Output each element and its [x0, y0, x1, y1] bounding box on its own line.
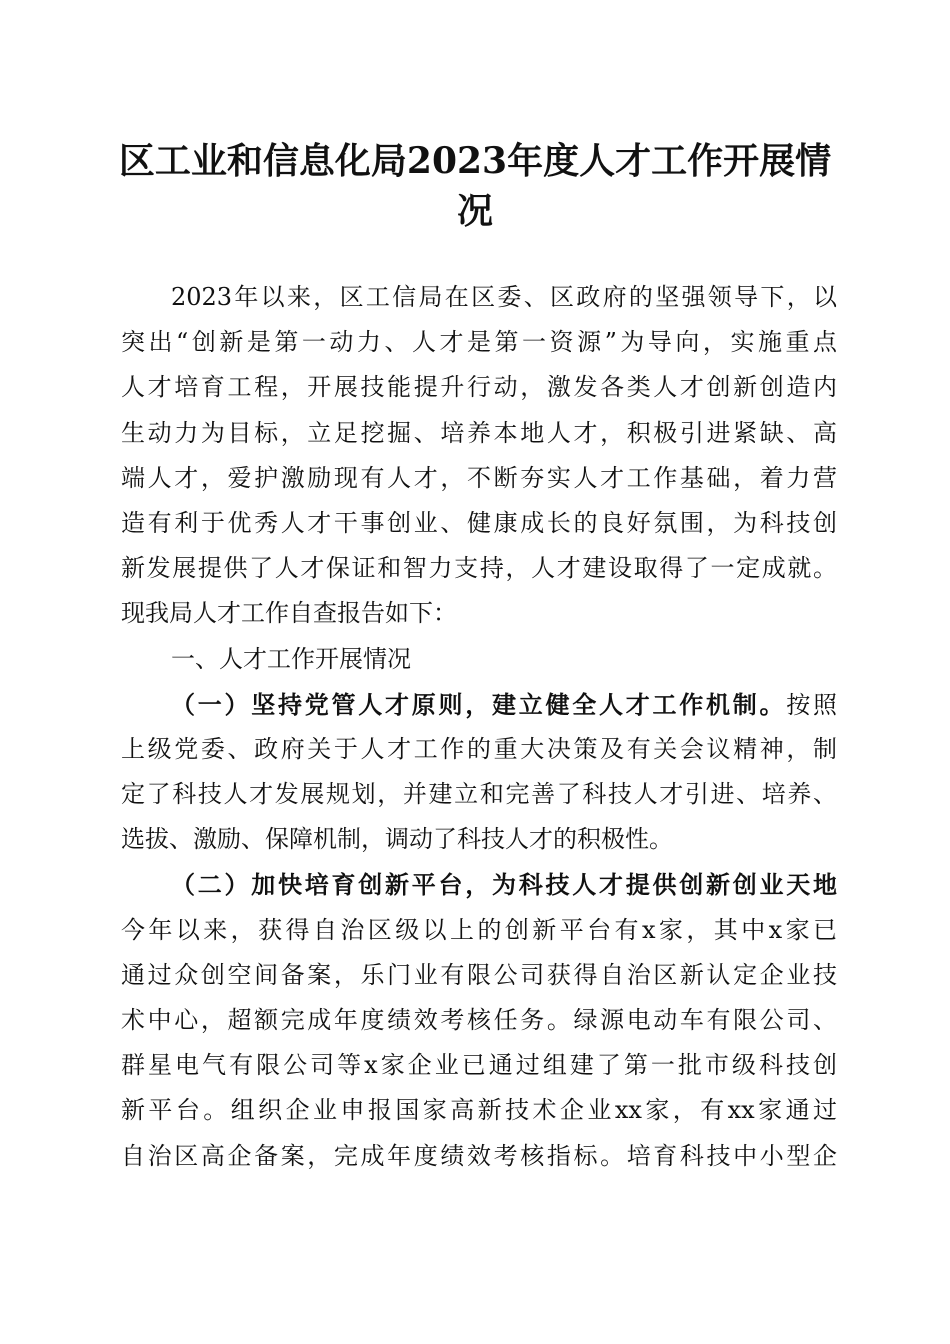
text-line: 端人才，爱护激励现有人才，不断夯实人才工作基础，着力营 [121, 463, 837, 492]
text-line: 今年以来，获得自治区级以上的创新平台有x家，其中x家已 [121, 915, 837, 944]
subsection-2-heading: （二）加快培育创新平台，为科技人才提供创新创业天地 [171, 870, 837, 900]
section-heading-1: 一、人才工作开展情况 [171, 644, 411, 673]
document-body [121, 275, 837, 1179]
subsection-2 [121, 862, 837, 1178]
text-line: 通过众创空间备案，乐门业有限公司获得自治区新认定企业技 [121, 960, 837, 989]
subsection-1-heading: （一）坚持党管人才原则，建立健全人才工作机制。 [171, 689, 787, 719]
text-line: 群星电气有限公司等x家企业已通过组建了第一批市级科技创 [121, 1051, 837, 1080]
text-line: 上级党委、政府关于人才工作的重大决策及有关会议精神，制 [121, 734, 837, 763]
subsection-1-first-line [121, 682, 837, 727]
text-line: 按照 [786, 690, 837, 719]
text-line: 现我局人才工作自查报告如下： [121, 599, 457, 628]
text-line: 新发展提供了人才保证和智力支持，人才建设取得了一定成就。 [121, 554, 837, 583]
text-line: 术中心，超额完成年度绩效考核任务。绿源电动车有限公司、 [121, 1006, 837, 1034]
text-line: 定了科技人才发展规划，并建立和完善了科技人才引进、培养、 [121, 780, 837, 809]
text-line: 人才培育工程，开展技能提升行动，激发各类人才创新创造内 [121, 373, 837, 402]
text-line: 生动力为目标，立足挖掘、培养本地人才，积极引进紧缺、高 [121, 418, 837, 447]
text-line: 自治区高企备案，完成年度绩效考核指标。培育科技中小型企 [121, 1141, 837, 1170]
text-line: 2023年以来，区工信局在区委、区政府的坚强领导下，以 [171, 283, 837, 311]
text-line: 突出“创新是第一动力、人才是第一资源”为导向，实施重点 [121, 328, 837, 357]
intro-paragraph [121, 275, 837, 637]
text-line: 造有利于优秀人才干事创业、健康成长的良好氛围，为科技创 [121, 508, 837, 537]
document-title: 区工业和信息化局2023年度人才工作开展情况 [118, 140, 832, 232]
subsection-1 [121, 682, 837, 863]
text-line: 选拔、激励、保障机制，调动了科技人才的积极性。 [121, 825, 673, 854]
text-line: 新平台。组织企业申报国家高新技术企业xx家，有xx家通过 [121, 1096, 837, 1125]
